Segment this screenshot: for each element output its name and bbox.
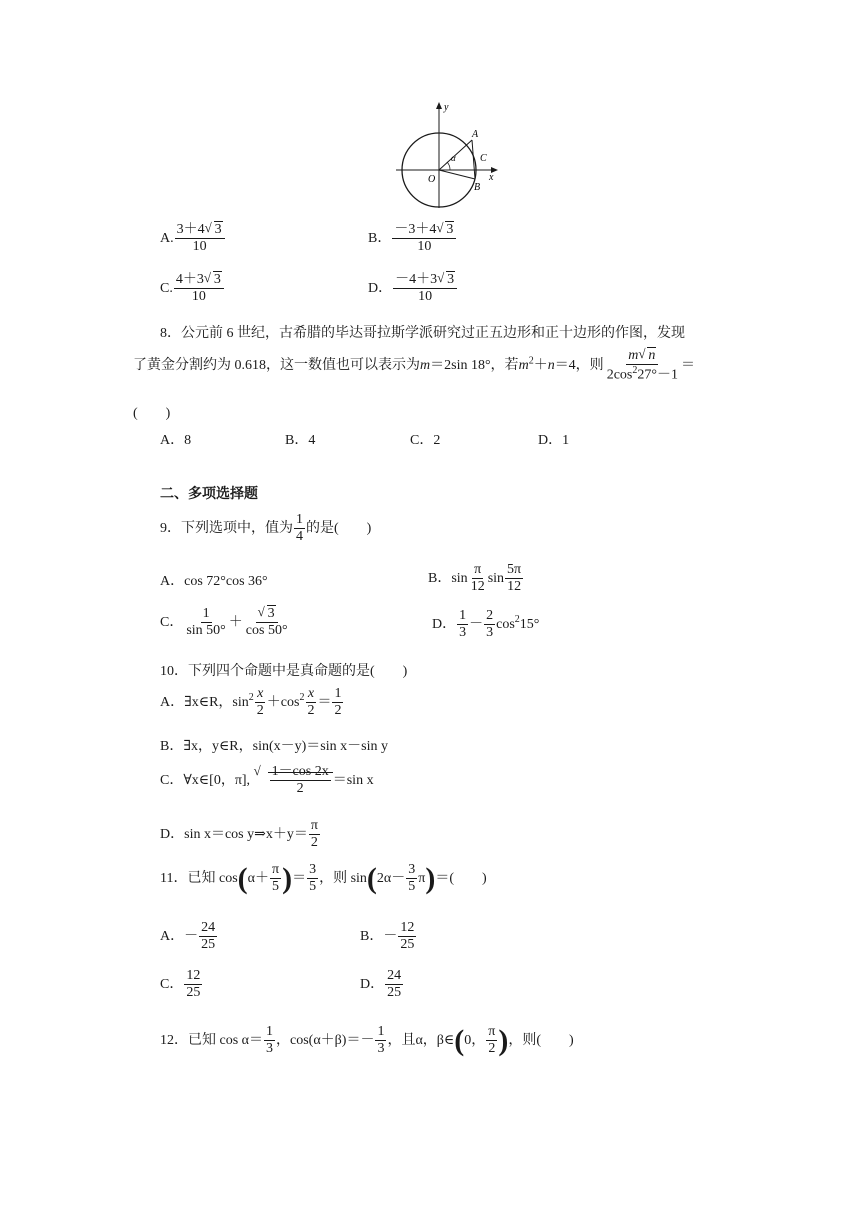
q7-option-a: A. $\frac{3+4√ 3}{10}$ xyxy=(160,222,226,255)
q10-option-d: D．sin x＝cos y⇒x＋y＝ $\frac{\pi}{2}$ xyxy=(160,818,318,851)
q8-line1: 8．公元前 6 世纪，古希腊的毕达哥拉斯学派研究过正五边形和正十边形的作图，发现 xyxy=(160,326,685,341)
q10-option-a: A．∃x∈R，$\sin^2$ $\frac{x}{2}$ $+\cos^2$ $\frac{x}{2}$ ＝ $\frac{1}{2}$ xyxy=(160,686,342,719)
q10-option-b: B．∃x，y∈R，sin(x－y)＝sin x－sin y xyxy=(160,739,388,754)
q11-option-d: D． $\frac{24}{25}$ xyxy=(360,968,402,1001)
q9-option-d: D． $\frac{1}{3}$ － $\frac{2}{3}$ $\cos^215^\circ$ xyxy=(432,608,540,641)
q11-option-a: A．－ $\frac{24}{25}$ xyxy=(160,920,216,953)
q7-option-b: B． $\frac{-3+4√ 3}{10}$ xyxy=(368,222,457,255)
q8-option-c: C．2 xyxy=(410,433,441,448)
q7-option-d-label: D． xyxy=(368,280,393,296)
q8-option-b: B．4 xyxy=(285,433,316,448)
section-heading: 二、多项选择题 xyxy=(160,485,258,501)
point-a-label: A xyxy=(472,129,479,140)
q7-option-c-label: C. xyxy=(160,280,173,296)
q8-option-a: A．8 xyxy=(160,433,192,448)
q7-option-c: C. $\frac{4+3√ 3}{10}$ xyxy=(160,272,225,305)
point-b-label: B xyxy=(474,182,481,193)
q11-option-c: C． $\frac{12}{25}$ xyxy=(160,968,201,1001)
angle-alpha-label: α xyxy=(451,153,456,163)
q8-paren: ( ) xyxy=(133,406,171,421)
origin-label: O xyxy=(428,174,436,185)
q8-line2: 了黄金分割约为 0.618，这一数值也可以表示为m＝2sin 18°，若$m^2+n=4$，则 $\frac{m√ n}{2\cos^227^\circ-1}$ ＝ xyxy=(133,348,695,384)
q7-option-b-label: B． xyxy=(368,230,392,246)
point-c-label: C xyxy=(480,153,487,164)
q9-option-a: A．cos 72°cos 36° xyxy=(160,574,268,589)
q10-option-c: C．∀x∈[0，π], √ $\frac{1-\cos 2x}{2}$ ＝sin x xyxy=(160,764,374,797)
axis-y-label: y xyxy=(444,102,449,113)
q8-option-d: D．1 xyxy=(538,433,570,448)
q11-stem: 11．已知 cos(α＋ $\frac{\pi}{5}$ )＝ $\frac{3}{5}$ ，则 sin(2α－ $\frac{3}{5}$ π)＝( ) xyxy=(160,862,487,896)
q9-stem: 9．下列选项中，值为 $\frac{1}{4}$ 的是( ) xyxy=(160,512,372,545)
q7-option-a-label: A. xyxy=(160,230,174,246)
q12-stem: 12．已知 cos α＝ $\frac{1}{3}$ ，cos(α＋β)＝－ $\frac{1}{3}$ ，且α，β∈(0， $\frac{\pi}{2}$ )，则( ) xyxy=(160,1024,574,1058)
axis-x-label: x xyxy=(489,172,494,183)
unit-circle-figure xyxy=(392,100,504,210)
q7-option-d: D． $\frac{-4+3√ 3}{10}$ xyxy=(368,272,458,305)
q11-option-b: B．－ $\frac{12}{25}$ xyxy=(360,920,415,953)
q10-stem: 10．下列四个命题中是真命题的是( ) xyxy=(160,664,408,679)
q9-option-b: B．sin $\frac{\pi}{12}$ sin $\frac{5\pi}{12}$ xyxy=(428,562,522,595)
q9-option-c: C． $\frac{1}{\sin 50^\circ}$ ＋ √ $\frac{3}{\cos 50^\circ}$ xyxy=(160,606,291,639)
